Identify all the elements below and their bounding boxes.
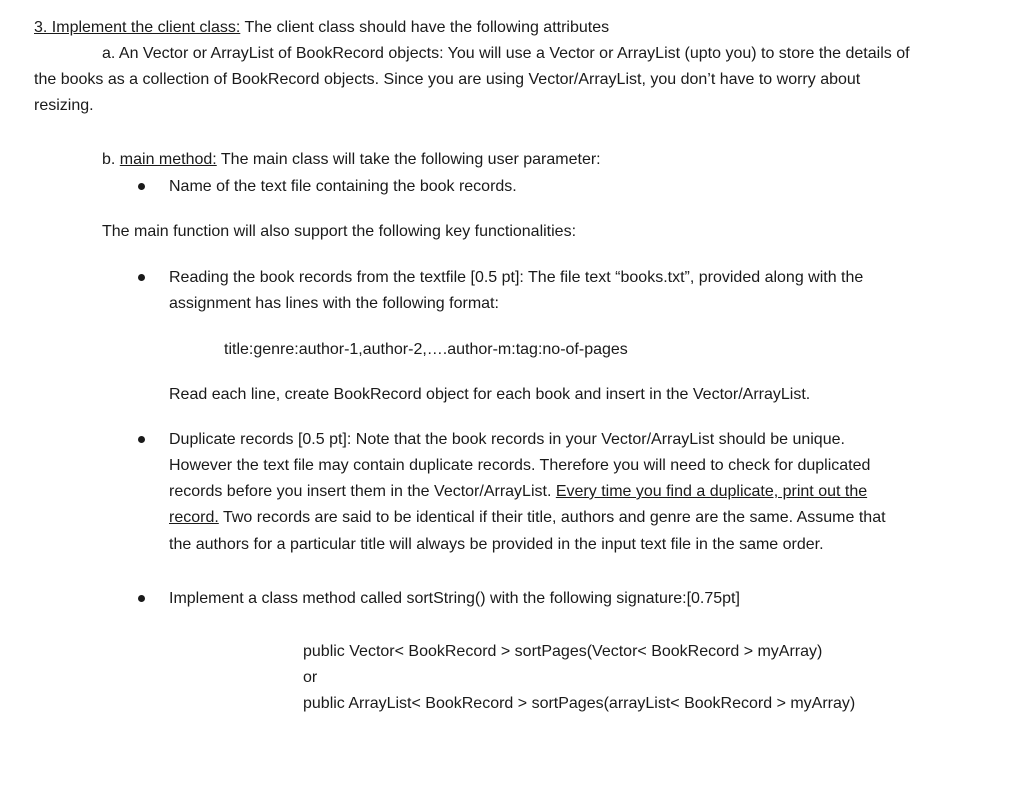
sort-signature-vector: public Vector< BookRecord > sortPages(Vector< BookRecord > myArray) bbox=[303, 643, 823, 660]
item-b-title: main method: bbox=[119, 151, 217, 168]
item-b-line bbox=[102, 150, 601, 170]
item-b-bullet-text: Name of the text file containing the book records. bbox=[169, 178, 517, 195]
section-heading: 3. Implement the client class: bbox=[34, 19, 241, 36]
bullet-icon bbox=[138, 274, 145, 281]
reading-format: title:genre:author-1,author-2,….author-m:tag:no-of-pages bbox=[224, 341, 628, 358]
sort-line-1: Implement a class method called sortString() with the following signature:[0.75pt] bbox=[169, 590, 740, 607]
item-a-line-1: a. An Vector or ArrayList of BookRecord objects: You will use a Vector or ArrayList (upto you) to store the details of bbox=[102, 45, 910, 62]
duplicates-line-4 bbox=[169, 508, 886, 528]
reading-instruction: Read each line, create BookRecord object for each book and insert in the Vector/ArrayList. bbox=[169, 386, 811, 403]
reading-line-2: assignment has lines with the following format: bbox=[169, 295, 499, 312]
sort-or: or bbox=[303, 669, 318, 686]
bullet-icon bbox=[138, 436, 145, 443]
item-b-rest: The main class will take the following user parameter: bbox=[216, 151, 601, 168]
section-heading-line bbox=[34, 18, 609, 38]
bullet-icon bbox=[138, 183, 145, 190]
functionalities-intro: The main function will also support the following key functionalities: bbox=[102, 223, 577, 240]
duplicates-line-2: However the text file may contain duplicate records. Therefore you will need to check for duplicated bbox=[169, 457, 871, 474]
item-a-line-2: the books as a collection of BookRecord objects. Since you are using Vector/ArrayList, you don’t have to worry about bbox=[34, 71, 861, 88]
item-b-prefix: b. bbox=[102, 151, 120, 168]
section-heading-rest: The client class should have the following attributes bbox=[240, 19, 610, 36]
duplicates-line-3 bbox=[169, 482, 867, 502]
duplicates-line-3-underlined: Every time you find a duplicate, print out the bbox=[555, 483, 868, 500]
duplicates-line-5: the authors for a particular title will always be provided in the input text file in the same order. bbox=[169, 536, 824, 553]
item-a-line-3: resizing. bbox=[34, 97, 94, 114]
bullet-icon bbox=[138, 595, 145, 602]
duplicates-line-1: Duplicate records [0.5 pt]: Note that the book records in your Vector/ArrayList should be unique. bbox=[169, 431, 845, 448]
reading-line-1: Reading the book records from the textfile [0.5 pt]: The file text “books.txt”, provided along with the bbox=[169, 269, 864, 286]
duplicates-line-4-plain: Two records are said to be identical if their title, authors and genre are the same. Assume that bbox=[218, 509, 886, 526]
duplicates-line-4-underlined: record. bbox=[169, 509, 219, 526]
sort-signature-arraylist: public ArrayList< BookRecord > sortPages(arrayList< BookRecord > myArray) bbox=[303, 695, 856, 712]
duplicates-line-3-plain: records before you insert them in the Vector/ArrayList. bbox=[169, 483, 556, 500]
